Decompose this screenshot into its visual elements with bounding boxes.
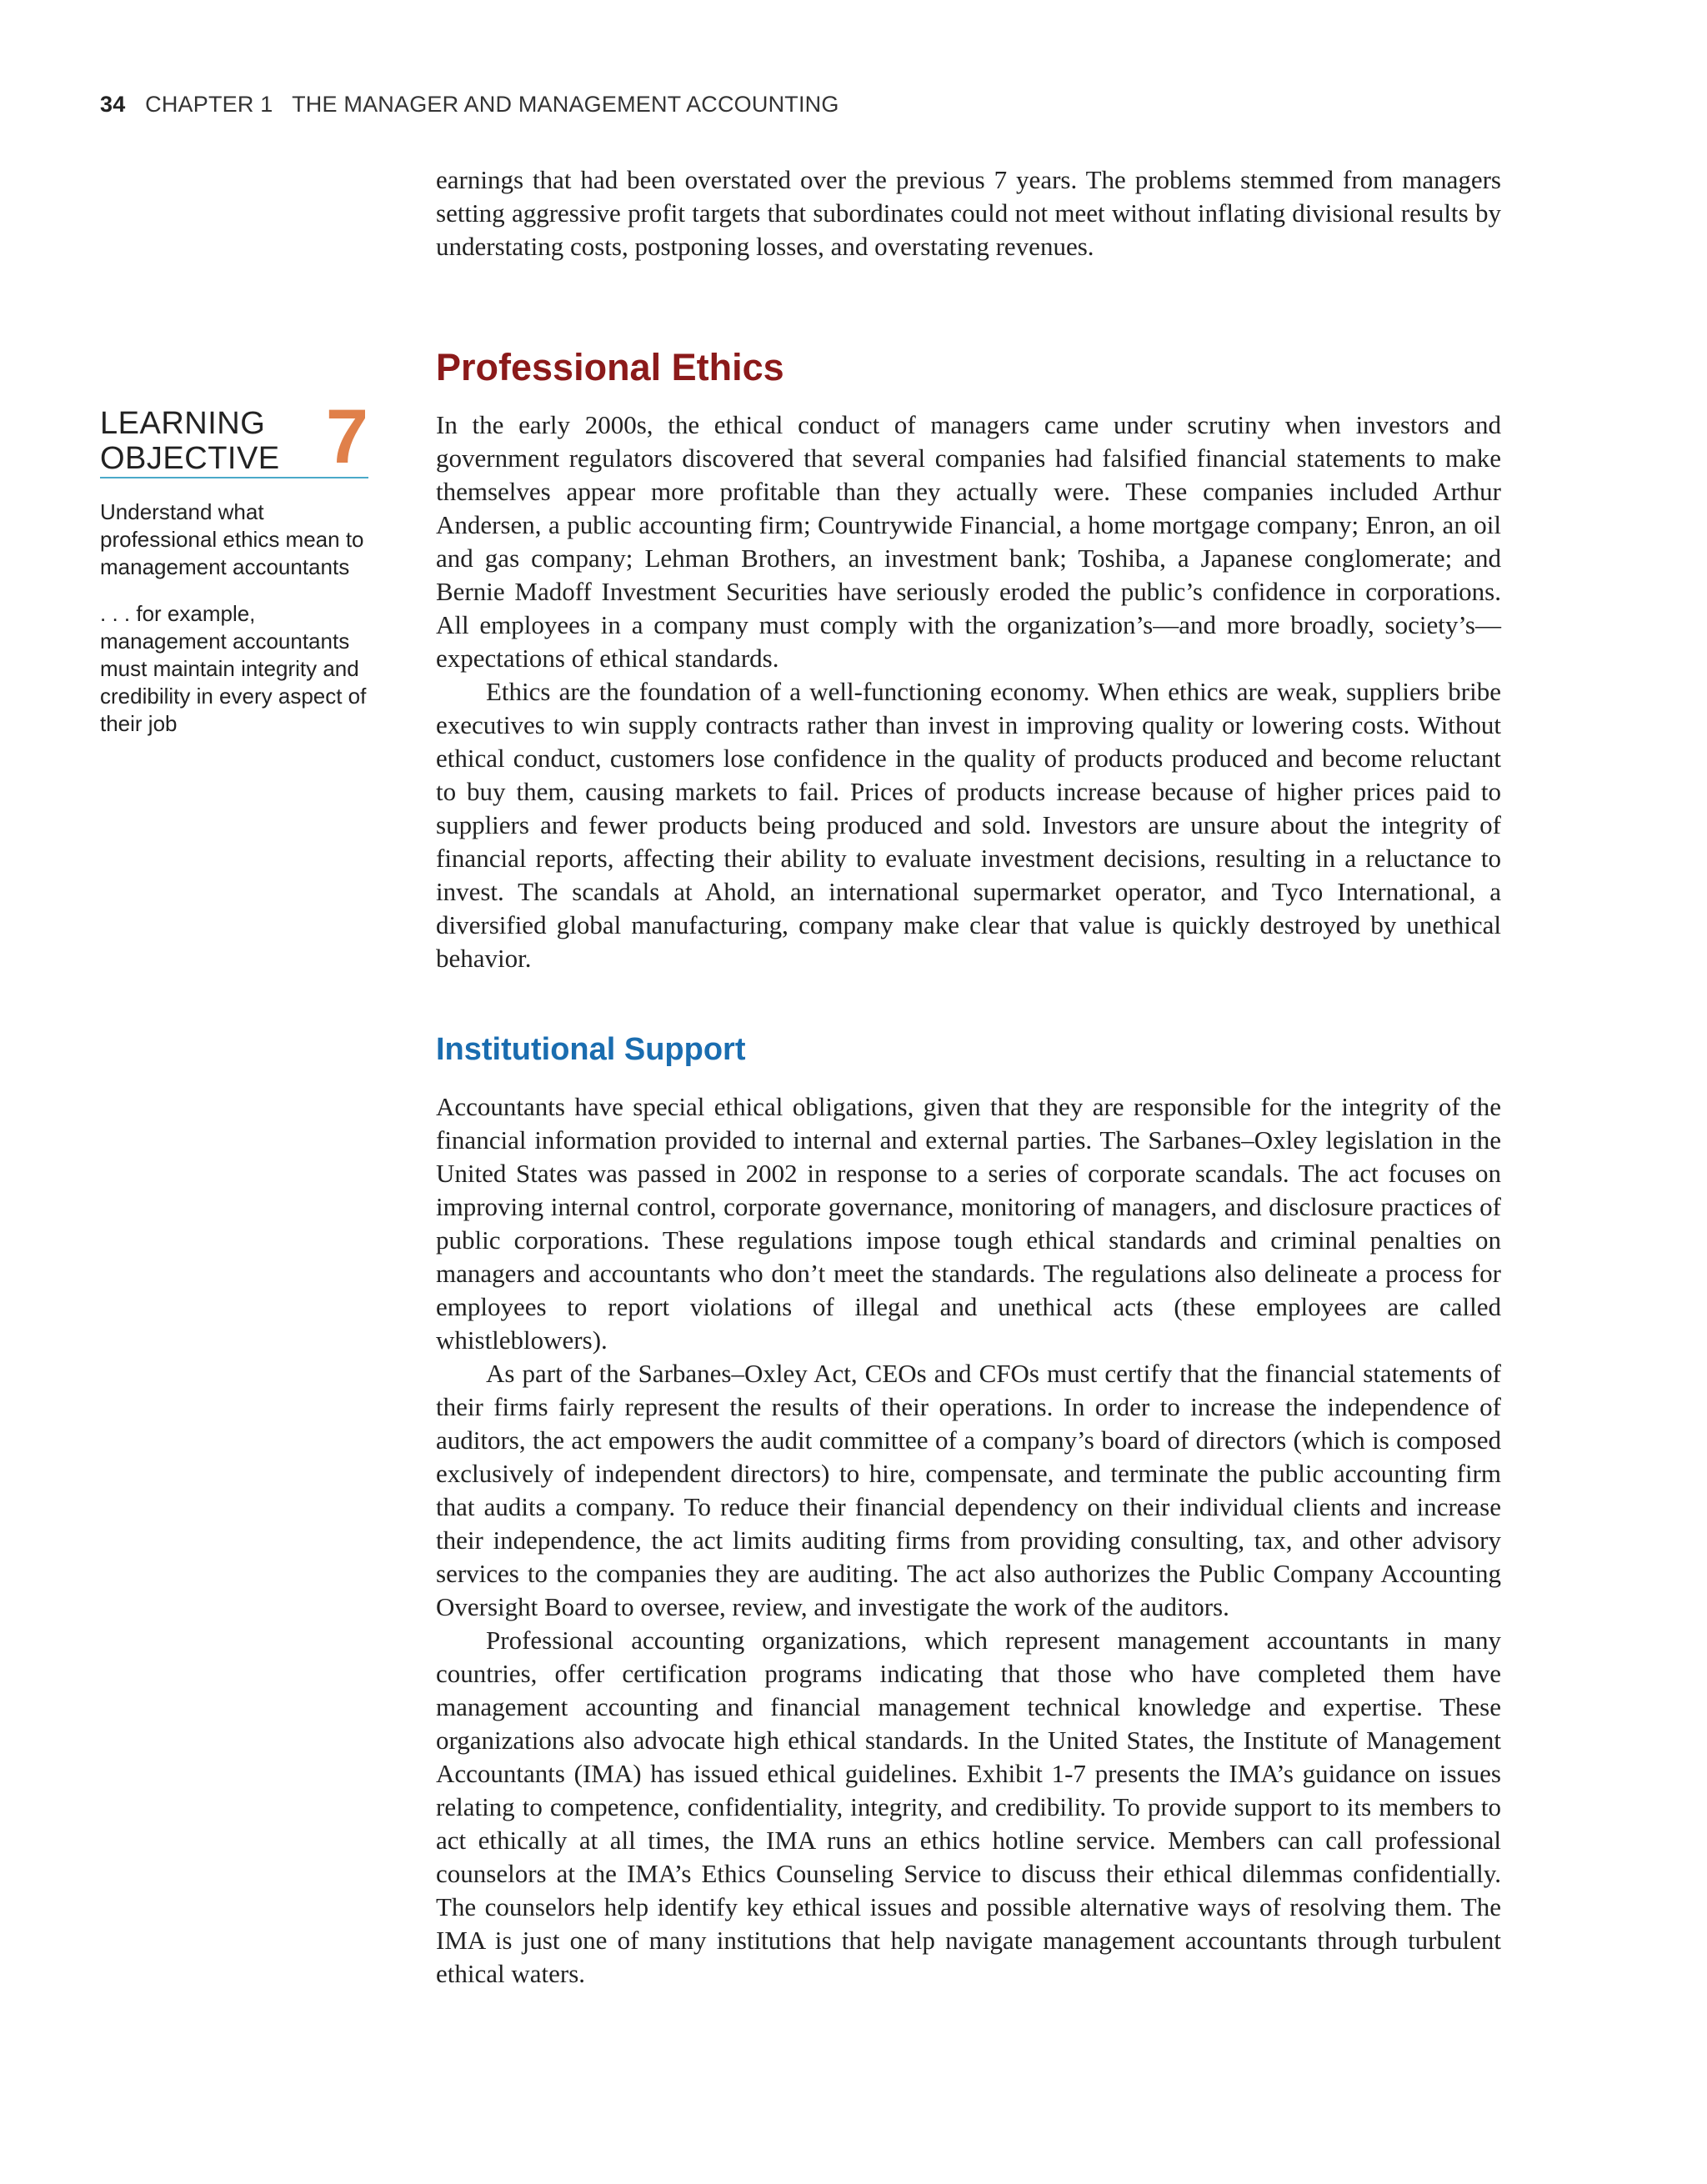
body-paragraph: Ethics are the foundation of a well-functioning economy. When ethics are weak, suppliers bribe executives to win supply contracts rather than invest in improving quality or lowering costs. Without ethical conduct, customers lose confidence in the quality of products produced and become reluctant to buy them, causing markets to fail. Prices of products increase because of higher prices paid to suppliers and fewer products being produced and sold. Investors are unsure about the integrity of financial reports, affecting their ability to evaluate investment decisions, resulting in a reluctance to invest. The scandals at Ahold, an international supermarket operator, and Tyco International, a diversified global manufacturing, company make clear that value is quickly destroyed by unethical behavior. <box>436 677 1501 973</box>
professional-ethics-body <box>436 408 1501 975</box>
section-heading-institutional-support: Institutional Support <box>436 1032 746 1067</box>
body-paragraph: As part of the Sarbanes–Oxley Act, CEOs and CFOs must certify that the financial statements of their firms fairly represent the results of their operations. In order to increase the independence of auditors, the act empowers the audit committee of a company’s board of directors (which is composed exclusively of independent directors) to hire, compensate, and terminate the public accounting firm that audits a company. To reduce their financial dependency on their individual clients and increase their independence, the act limits auditing firms from providing consulting, tax, and other advisory services to the companies they are auditing. The act also authorizes the Public Company Accounting Oversight Board to oversee, review, and investigate the work of the auditors. <box>436 1359 1501 1621</box>
body-paragraph: Accountants have special ethical obligations, given that they are responsible for the integrity of the financial information provided to internal and external parties. The Sarbanes–Oxley legislation in the United States was passed in 2002 in response to a series of corporate scandals. The act focuses on improving internal control, corporate governance, monitoring of managers, and disclosure practices of public corporations. These regulations impose tough ethical standards and criminal penalties on managers and accountants who don’t meet the standards. The regulations also delineate a process for employees to report violations of illegal and unethical acts (these employees are called whistleblowers). <box>436 1092 1501 1355</box>
learning-objective-label <box>100 394 368 479</box>
learning-objective-word-objective: OBJECTIVE <box>100 441 280 476</box>
chapter-title: THE MANAGER AND MANAGEMENT ACCOUNTING <box>292 92 839 117</box>
page-number: 34 <box>100 92 126 117</box>
chapter-label: CHAPTER 1 <box>145 92 273 117</box>
intro-text <box>436 163 1501 263</box>
institutional-support-body <box>436 1090 1501 1991</box>
learning-objective-number: 7 <box>325 394 368 479</box>
body-paragraph: Professional accounting organizations, which represent management accountants in many countries, offer certification programs indicating that those who have completed them have management accounting and financial management technical knowledge and expertise. These organizations also advocate high ethical standards. In the United States, the Institute of Management Accountants (IMA) has issued ethical guidelines. Exhibit 1-7 presents the IMA’s guidance on issues relating to competence, confidentiality, integrity, and credibility. To provide support to its members to act ethically at all times, the IMA runs an ethics hotline service. Members can call professional counselors at the IMA’s Ethics Counseling Service to discuss their ethical dilemmas confidentially. The counselors help identify key ethical issues and possible alternative ways of resolving them. The IMA is just one of many institutions that help navigate management accountants through turbulent ethical waters. <box>436 1625 1501 1988</box>
body-paragraph: In the early 2000s, the ethical conduct of managers came under scrutiny when investors and government regulators discovered that several companies had falsified financial statements to make themselves appear more profitable than they actually were. These companies included Arthur Andersen, a public accounting firm; Countrywide Financial, a home mortgage company; Enron, an oil and gas company; Lehman Brothers, an investment bank; Toshiba, a Japanese conglomerate; and Bernie Madoff Investment Securities have seriously eroded the public’s confidence in corporations. All employees in a company must comply with the organization’s—and more broadly, society’s—expectations of ethical standards. <box>436 410 1501 673</box>
learning-objective-word-learning: LEARNING <box>100 406 266 441</box>
section-heading-professional-ethics: Professional Ethics <box>436 346 784 388</box>
learning-objective-example: . . . for example, management accountants must maintain integrity and credibility in every aspect of their job <box>100 601 367 736</box>
intro-paragraph: earnings that had been overstated over the previous 7 years. The problems stemmed from managers setting aggressive profit targets that subordinates could not meet without inflating divisional results by understating costs, postponing losses, and overstating revenues. <box>436 165 1501 261</box>
running-head <box>100 92 839 118</box>
learning-objective-statement: Understand what professional ethics mean to management accountants <box>100 499 364 579</box>
